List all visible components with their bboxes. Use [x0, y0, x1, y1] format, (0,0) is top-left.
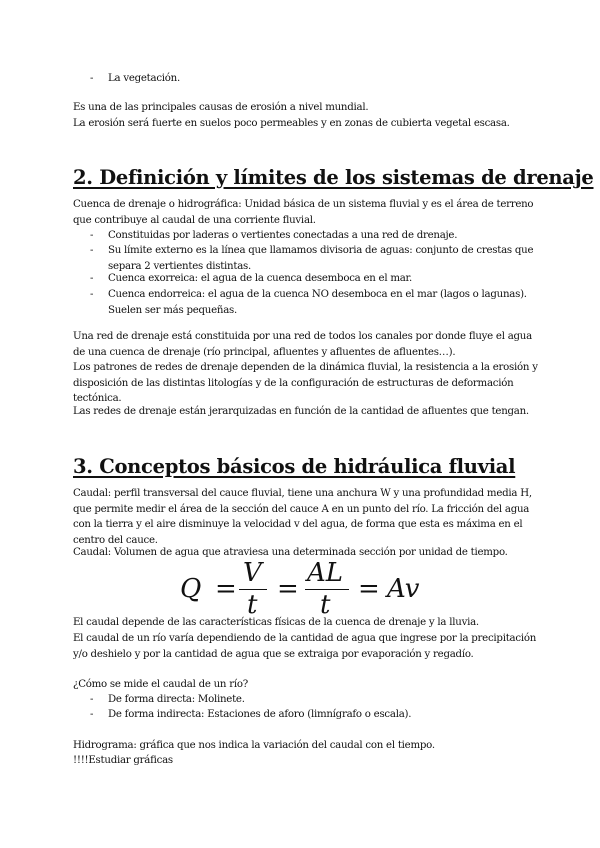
- list-item-text: Su límite externo es la línea que llamamos divisoria de aguas: conjunto de crestas que separa 2 vertientes distintas.: [108, 245, 534, 272]
- paragraph: El caudal de un río varía dependiendo de la cantidad de agua que ingrese por la precipitación y/o deshielo y por la cantidad de agua que se extraiga por evaporación y regadío.: [73, 633, 537, 660]
- caudal-formula: [175, 558, 455, 620]
- paragraph: La erosión será fuerte en suelos poco permeables y en zonas de cubierta vegetal escasa.: [73, 118, 510, 129]
- paragraph: Caudal: perfil transversal del cauce fluvial, tiene una anchura W y una profundidad media H, que permite medir el área de la sección del cauce A en un punto del río. La fricción del agua con la tierra y el aire disminuye la velocidad v del agua, de forma que esta es máxima en el centro del cauce.: [73, 488, 532, 546]
- list-item: - La vegetación.: [90, 71, 540, 87]
- list-item-text: De forma indirecta: Estaciones de aforo (limnígrafo o escala).: [108, 709, 412, 720]
- formula-v: V: [243, 558, 262, 588]
- question: ¿Cómo se mide el caudal de un río?: [73, 679, 248, 690]
- paragraph: Una red de drenaje está constituida por una red de todos los canales por donde fluye el agua de una cuenca de drenaje (río principal, afluentes y afluentes de afluentes…).: [73, 331, 532, 358]
- list-item: - De forma directa: Molinete.: [90, 692, 540, 708]
- paragraph: Cuenca de drenaje o hidrográfica: Unidad básica de un sistema fluvial y es el área de terreno que contribuye al caudal de una corriente fluvial.: [73, 199, 534, 226]
- paragraph: Caudal: Volumen de agua que atraviesa una determinada sección por unidad de tiempo.: [73, 547, 508, 558]
- list-item-text: Cuenca exorreica: el agua de la cuenca desemboca en el mar.: [108, 273, 413, 284]
- formula-al: AL: [307, 558, 344, 588]
- list-item: - Su límite externo es la línea que llamamos divisoria de aguas: conjunto de crestas que separa 2 vertientes distintas.: [90, 243, 540, 274]
- paragraph: Hidrograma: gráfica que nos indica la variación del caudal con el tiempo.: [73, 740, 435, 751]
- list-item-text: Constituidas por laderas o vertientes conectadas a una red de drenaje.: [108, 230, 458, 241]
- formula-equals: =: [215, 574, 237, 604]
- formula-equals: =: [277, 574, 299, 604]
- formula-t: t: [320, 590, 331, 620]
- paragraph: El caudal depende de las características físicas de la cuenca de drenaje y la lluvia.: [73, 617, 479, 628]
- list-item: - Constituidas por laderas o vertientes conectadas a una red de drenaje.: [90, 228, 540, 244]
- formula-equals: =: [358, 574, 380, 604]
- list-item-text: Cuenca endorreica: el agua de la cuenca NO desemboca en el mar (lagos o lagunas). Suelen ser más pequeñas.: [108, 289, 527, 316]
- formula-t: t: [247, 590, 258, 620]
- paragraph: Las redes de drenaje están jerarquizadas en función de la cantidad de afluentes que tengan.: [73, 406, 529, 417]
- list-item: - Cuenca endorreica: el agua de la cuenca NO desemboca en el mar (lagos o lagunas). Suelen ser más pequeñas.: [90, 287, 540, 318]
- list-item-text: La vegetación.: [108, 73, 180, 84]
- formula-q: Q: [180, 574, 202, 604]
- list-item-text: De forma directa: Molinete.: [108, 694, 245, 705]
- section-heading: 2. Definición y límites de los sistemas de drenaje: [73, 166, 594, 189]
- section-heading: 3. Conceptos básicos de hidráulica fluvial: [73, 455, 516, 478]
- formula-av: Av: [387, 574, 420, 604]
- paragraph: Es una de las principales causas de erosión a nivel mundial.: [73, 102, 369, 113]
- note: !!!!Estudiar gráficas: [73, 755, 173, 766]
- list-item: - Cuenca exorreica: el agua de la cuenca desemboca en el mar.: [90, 271, 540, 287]
- list-item: - De forma indirecta: Estaciones de aforo (limnígrafo o escala).: [90, 707, 540, 723]
- paragraph: Los patrones de redes de drenaje dependen de la dinámica fluvial, la resistencia a la erosión y disposición de las distintas litologías y de la configuración de estructuras de deformación tectónica.: [73, 362, 538, 404]
